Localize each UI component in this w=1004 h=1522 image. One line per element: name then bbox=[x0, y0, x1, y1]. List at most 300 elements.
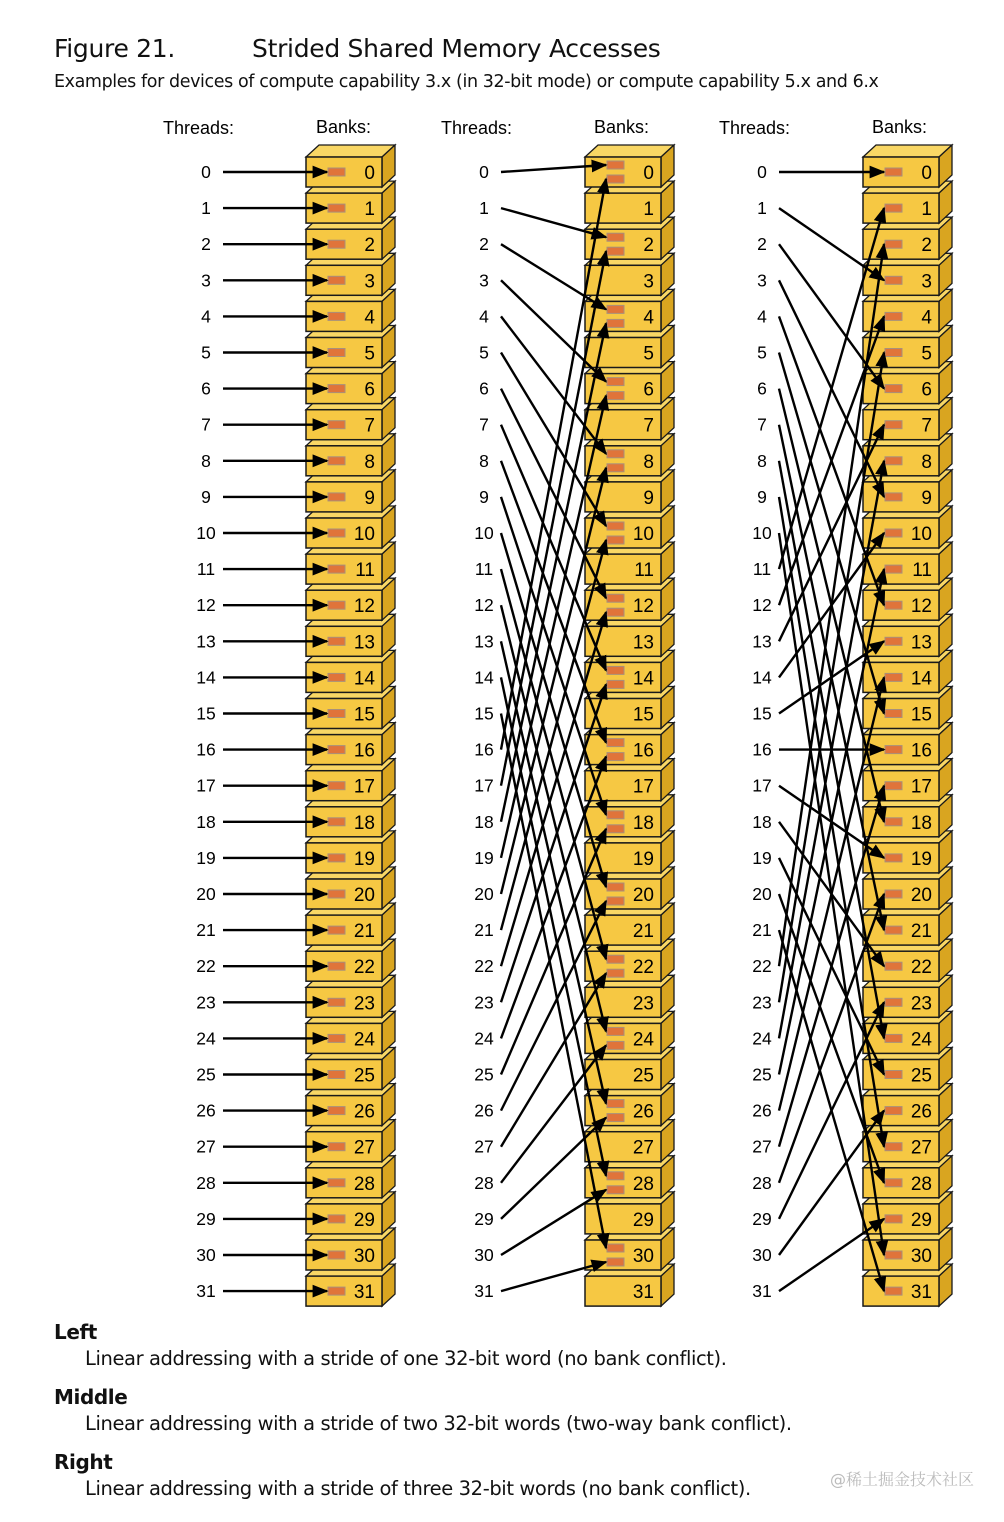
word-marker bbox=[885, 1071, 902, 1079]
bank-number: 18 bbox=[353, 812, 375, 834]
thread-number: 14 bbox=[474, 667, 494, 688]
bank-number: 0 bbox=[921, 163, 932, 184]
bank-number: 14 bbox=[353, 668, 375, 690]
thread-number: 10 bbox=[196, 523, 216, 543]
word-marker bbox=[328, 890, 345, 898]
word-marker bbox=[328, 1107, 345, 1115]
thread-number: 29 bbox=[752, 1208, 772, 1229]
bank-number: 31 bbox=[910, 1282, 932, 1304]
bank-number: 16 bbox=[353, 740, 375, 762]
figure-number: Figure 21. bbox=[54, 34, 176, 63]
word-marker bbox=[607, 1244, 624, 1252]
thread-number: 19 bbox=[196, 847, 216, 868]
word-marker bbox=[885, 1251, 902, 1259]
bank-number: 30 bbox=[910, 1246, 932, 1267]
bank-number: 8 bbox=[643, 451, 654, 473]
bank-number: 24 bbox=[632, 1029, 654, 1051]
thread-number: 2 bbox=[201, 234, 211, 255]
bank-number: 10 bbox=[632, 524, 654, 545]
watermark: @稀土掘金技术社区 bbox=[829, 1470, 974, 1489]
word-marker bbox=[607, 175, 624, 183]
word-marker bbox=[607, 825, 624, 833]
bank-number: 2 bbox=[921, 235, 932, 257]
bank-number: 22 bbox=[632, 957, 654, 979]
bank-number: 4 bbox=[643, 307, 654, 329]
legend-right bbox=[54, 1450, 751, 1500]
bank-number: 6 bbox=[921, 379, 932, 401]
word-marker bbox=[885, 240, 902, 248]
thread-number: 22 bbox=[474, 956, 494, 977]
bank-number: 13 bbox=[910, 632, 932, 654]
bank-number: 8 bbox=[364, 451, 375, 473]
bank-number: 7 bbox=[921, 415, 932, 437]
bank-number: 21 bbox=[353, 921, 375, 943]
word-marker bbox=[328, 673, 345, 681]
bank-number: 9 bbox=[364, 487, 375, 509]
thread-number: 30 bbox=[474, 1245, 494, 1265]
bank-number: 2 bbox=[364, 235, 375, 257]
bank-number: 8 bbox=[921, 451, 932, 473]
bank-number: 23 bbox=[353, 993, 375, 1015]
thread-number: 26 bbox=[196, 1100, 216, 1121]
thread-number: 15 bbox=[474, 703, 494, 724]
bank-number: 25 bbox=[353, 1065, 375, 1087]
word-marker bbox=[328, 349, 345, 357]
thread-number: 14 bbox=[752, 667, 772, 688]
word-marker bbox=[885, 673, 902, 681]
thread-number: 15 bbox=[752, 703, 772, 724]
bank-number: 3 bbox=[364, 271, 375, 293]
bank-number: 7 bbox=[364, 415, 375, 437]
thread-number: 4 bbox=[479, 306, 489, 327]
legend-description: Linear addressing with a stride of three 32-bit words (no bank conflict). bbox=[85, 1477, 751, 1500]
bank-number: 7 bbox=[643, 415, 654, 437]
bank-number: 25 bbox=[632, 1065, 654, 1087]
thread-number: 8 bbox=[201, 450, 211, 471]
word-marker bbox=[885, 854, 902, 862]
word-marker bbox=[885, 457, 902, 465]
bank-number: 21 bbox=[910, 921, 932, 943]
bank-number: 26 bbox=[910, 1101, 932, 1123]
bank-number: 26 bbox=[632, 1101, 654, 1123]
thread-number: 10 bbox=[474, 523, 494, 543]
panel-left bbox=[163, 117, 395, 1306]
word-marker bbox=[328, 637, 345, 645]
bank-number: 0 bbox=[364, 163, 375, 184]
word-marker bbox=[885, 493, 902, 501]
word-marker bbox=[328, 493, 345, 501]
bank-number: 5 bbox=[643, 343, 654, 365]
word-marker bbox=[607, 883, 624, 891]
word-marker bbox=[885, 746, 902, 754]
thread-number: 5 bbox=[757, 342, 767, 363]
bank-number: 13 bbox=[632, 632, 654, 654]
bank-number: 29 bbox=[632, 1209, 654, 1231]
thread-number: 12 bbox=[474, 595, 494, 616]
bank-number: 11 bbox=[634, 560, 654, 582]
word-marker bbox=[607, 247, 624, 255]
thread-number: 7 bbox=[757, 414, 767, 435]
thread-number: 25 bbox=[196, 1064, 216, 1085]
thread-number: 3 bbox=[479, 270, 489, 291]
word-marker bbox=[885, 1287, 902, 1295]
bank-number: 5 bbox=[921, 343, 932, 365]
bank-number: 4 bbox=[364, 307, 375, 329]
bank-stack bbox=[585, 145, 674, 1306]
word-marker bbox=[885, 998, 902, 1006]
bank-number: 28 bbox=[353, 1173, 375, 1195]
thread-number: 6 bbox=[479, 378, 489, 399]
word-marker bbox=[885, 1107, 902, 1115]
thread-number: 13 bbox=[752, 631, 772, 652]
panel-right bbox=[719, 117, 952, 1306]
thread-number: 9 bbox=[201, 486, 211, 507]
word-marker bbox=[328, 1251, 345, 1259]
word-marker bbox=[885, 782, 902, 790]
word-marker bbox=[328, 926, 345, 934]
thread-number: 11 bbox=[474, 559, 494, 580]
thread-number: 7 bbox=[479, 414, 489, 435]
thread-number: 5 bbox=[201, 342, 211, 363]
bank-number: 10 bbox=[910, 524, 932, 545]
thread-number: 18 bbox=[752, 811, 772, 832]
bank-number: 9 bbox=[921, 487, 932, 509]
word-marker bbox=[328, 854, 345, 862]
word-marker bbox=[328, 421, 345, 429]
word-marker bbox=[885, 637, 902, 645]
word-marker bbox=[607, 319, 624, 327]
thread-number: 11 bbox=[196, 559, 216, 580]
bank-number: 20 bbox=[910, 885, 932, 906]
legend-term: Middle bbox=[54, 1385, 128, 1409]
thread-number: 22 bbox=[196, 956, 216, 977]
bank-number: 28 bbox=[910, 1173, 932, 1195]
thread-number: 19 bbox=[752, 847, 772, 868]
thread-number: 3 bbox=[201, 270, 211, 291]
bank-number: 23 bbox=[632, 993, 654, 1015]
bank-number: 14 bbox=[632, 668, 654, 690]
word-marker bbox=[607, 666, 624, 674]
word-marker bbox=[328, 962, 345, 970]
thread-number: 1 bbox=[479, 198, 489, 219]
thread-number: 11 bbox=[752, 559, 772, 580]
word-marker bbox=[328, 385, 345, 393]
thread-number: 16 bbox=[196, 739, 216, 760]
word-marker bbox=[607, 680, 624, 688]
word-marker bbox=[885, 312, 902, 320]
bank-number: 21 bbox=[632, 921, 654, 943]
word-marker bbox=[328, 1179, 345, 1187]
thread-number: 23 bbox=[474, 992, 494, 1013]
thread-number: 31 bbox=[474, 1281, 494, 1302]
word-marker bbox=[328, 1287, 345, 1295]
thread-number: 9 bbox=[757, 486, 767, 507]
word-marker bbox=[607, 1027, 624, 1035]
word-marker bbox=[607, 594, 624, 602]
bank-number: 27 bbox=[353, 1137, 375, 1159]
bank-number: 29 bbox=[910, 1209, 932, 1231]
bank-number: 10 bbox=[353, 524, 375, 545]
bank-number: 6 bbox=[643, 379, 654, 401]
thread-number: 21 bbox=[752, 920, 772, 941]
thread-number: 0 bbox=[757, 162, 767, 182]
word-marker bbox=[607, 1172, 624, 1180]
bank-number: 22 bbox=[910, 957, 932, 979]
bank-number: 5 bbox=[364, 343, 375, 365]
bank-number: 3 bbox=[643, 271, 654, 293]
word-marker bbox=[885, 962, 902, 970]
thread-number: 13 bbox=[474, 631, 494, 652]
bank-number: 30 bbox=[632, 1246, 654, 1267]
bank-number: 27 bbox=[632, 1137, 654, 1159]
word-marker bbox=[885, 349, 902, 357]
word-marker bbox=[607, 536, 624, 544]
legend-term: Right bbox=[54, 1450, 113, 1474]
thread-number: 4 bbox=[201, 306, 211, 327]
thread-number: 4 bbox=[757, 306, 767, 327]
word-marker bbox=[328, 168, 345, 176]
thread-number: 9 bbox=[479, 486, 489, 507]
thread-number: 6 bbox=[757, 378, 767, 399]
bank-number: 11 bbox=[355, 560, 375, 582]
thread-number: 30 bbox=[196, 1245, 216, 1265]
word-marker bbox=[328, 1215, 345, 1223]
word-marker bbox=[885, 1143, 902, 1151]
word-marker bbox=[328, 276, 345, 284]
word-marker bbox=[328, 204, 345, 212]
thread-number: 20 bbox=[752, 884, 772, 904]
bank-number: 30 bbox=[353, 1246, 375, 1267]
bank-number: 15 bbox=[353, 704, 375, 726]
bank-number: 16 bbox=[910, 740, 932, 762]
thread-number: 15 bbox=[196, 703, 216, 724]
bank-number: 16 bbox=[632, 740, 654, 762]
word-marker bbox=[328, 1143, 345, 1151]
thread-number: 1 bbox=[757, 198, 767, 219]
thread-number: 13 bbox=[196, 631, 216, 652]
figure-subtitle: Examples for devices of compute capability 3.x (in 32-bit mode) or compute capability 5.x and 6.x bbox=[54, 72, 879, 92]
bank-number: 15 bbox=[910, 704, 932, 726]
bank-number: 11 bbox=[912, 560, 932, 582]
word-marker bbox=[607, 522, 624, 530]
word-marker bbox=[328, 529, 345, 537]
banks-header: Banks: bbox=[594, 117, 650, 137]
bank-number: 29 bbox=[353, 1209, 375, 1231]
bank-number: 19 bbox=[353, 848, 375, 870]
word-marker bbox=[328, 710, 345, 718]
word-marker bbox=[607, 161, 624, 169]
legend-middle bbox=[54, 1385, 792, 1435]
thread-number: 23 bbox=[752, 992, 772, 1013]
word-marker bbox=[607, 1114, 624, 1122]
bank-number: 4 bbox=[921, 307, 932, 329]
legend-description: Linear addressing with a stride of one 32-bit word (no bank conflict). bbox=[85, 1347, 727, 1370]
thread-number: 2 bbox=[757, 234, 767, 255]
thread-number: 24 bbox=[196, 1028, 216, 1049]
word-marker bbox=[607, 305, 624, 313]
bank-number: 31 bbox=[632, 1282, 654, 1304]
bank-number: 20 bbox=[353, 885, 375, 906]
word-marker bbox=[607, 450, 624, 458]
thread-number: 12 bbox=[752, 595, 772, 616]
bank-number: 23 bbox=[910, 993, 932, 1015]
word-marker bbox=[607, 753, 624, 761]
bank-number: 18 bbox=[632, 812, 654, 834]
thread-number: 28 bbox=[196, 1172, 216, 1193]
word-marker bbox=[885, 710, 902, 718]
thread-number: 30 bbox=[752, 1245, 772, 1265]
word-marker bbox=[607, 1041, 624, 1049]
thread-number: 31 bbox=[196, 1281, 216, 1302]
bank-number: 1 bbox=[643, 199, 654, 221]
word-marker bbox=[328, 601, 345, 609]
figure-heading: Strided Shared Memory Accesses bbox=[252, 34, 661, 63]
word-marker bbox=[607, 897, 624, 905]
thread-number: 0 bbox=[201, 162, 211, 182]
thread-number: 20 bbox=[474, 884, 494, 904]
thread-number: 21 bbox=[196, 920, 216, 941]
bank-number: 2 bbox=[643, 235, 654, 257]
thread-number: 26 bbox=[474, 1100, 494, 1121]
thread-number: 6 bbox=[201, 378, 211, 399]
word-marker bbox=[885, 818, 902, 826]
banks-header: Banks: bbox=[872, 117, 928, 137]
bank-0 bbox=[306, 145, 395, 187]
thread-number: 23 bbox=[196, 992, 216, 1013]
thread-number: 27 bbox=[196, 1136, 216, 1157]
word-marker bbox=[607, 233, 624, 241]
thread-number: 29 bbox=[474, 1208, 494, 1229]
word-marker bbox=[607, 811, 624, 819]
word-marker bbox=[885, 276, 902, 284]
thread-number: 28 bbox=[474, 1172, 494, 1193]
word-marker bbox=[328, 998, 345, 1006]
thread-number: 2 bbox=[479, 234, 489, 255]
thread-number: 12 bbox=[196, 595, 216, 616]
word-marker bbox=[885, 385, 902, 393]
bank-number: 1 bbox=[364, 199, 375, 221]
bank-number: 14 bbox=[910, 668, 932, 690]
thread-number: 27 bbox=[752, 1136, 772, 1157]
bank-number: 3 bbox=[921, 271, 932, 293]
bank-number: 12 bbox=[910, 596, 932, 618]
bank-number: 6 bbox=[364, 379, 375, 401]
threads-header: Threads: bbox=[441, 118, 513, 138]
word-marker bbox=[328, 782, 345, 790]
threads-header: Threads: bbox=[163, 118, 235, 138]
thread-number: 27 bbox=[474, 1136, 494, 1157]
word-marker bbox=[328, 565, 345, 573]
banks-header: Banks: bbox=[316, 117, 372, 137]
word-marker bbox=[607, 378, 624, 386]
thread-number: 18 bbox=[196, 811, 216, 832]
bank-number: 24 bbox=[353, 1029, 375, 1051]
bank-number: 22 bbox=[353, 957, 375, 979]
word-marker bbox=[607, 392, 624, 400]
word-marker bbox=[607, 969, 624, 977]
bank-number: 17 bbox=[910, 776, 932, 798]
thread-number: 25 bbox=[752, 1064, 772, 1085]
word-marker bbox=[607, 955, 624, 963]
bank-number: 25 bbox=[910, 1065, 932, 1087]
bank-number: 26 bbox=[353, 1101, 375, 1123]
bank-0 bbox=[863, 145, 952, 187]
word-marker bbox=[885, 529, 902, 537]
word-marker bbox=[885, 1215, 902, 1223]
bank-number: 1 bbox=[921, 199, 932, 221]
thread-number: 14 bbox=[196, 667, 216, 688]
thread-number: 22 bbox=[752, 956, 772, 977]
bank-number: 17 bbox=[353, 776, 375, 798]
word-marker bbox=[885, 926, 902, 934]
thread-number: 7 bbox=[201, 414, 211, 435]
thread-number: 18 bbox=[474, 811, 494, 832]
word-marker bbox=[607, 608, 624, 616]
word-marker bbox=[885, 565, 902, 573]
legend-left bbox=[54, 1320, 727, 1370]
thread-number: 21 bbox=[474, 920, 494, 941]
word-marker bbox=[328, 746, 345, 754]
thread-number: 19 bbox=[474, 847, 494, 868]
bank-number: 19 bbox=[910, 848, 932, 870]
bank-number: 15 bbox=[632, 704, 654, 726]
thread-number: 5 bbox=[479, 342, 489, 363]
thread-number: 8 bbox=[479, 450, 489, 471]
bank-number: 31 bbox=[353, 1282, 375, 1304]
word-marker bbox=[607, 739, 624, 747]
word-marker bbox=[607, 1186, 624, 1194]
word-marker bbox=[607, 464, 624, 472]
thread-number: 24 bbox=[474, 1028, 494, 1049]
bank-number: 12 bbox=[632, 596, 654, 618]
word-marker bbox=[328, 1034, 345, 1042]
bank-number: 28 bbox=[632, 1173, 654, 1195]
word-marker bbox=[885, 1034, 902, 1042]
thread-number: 8 bbox=[757, 450, 767, 471]
bank-number: 17 bbox=[632, 776, 654, 798]
thread-number: 17 bbox=[474, 775, 494, 796]
legend-term: Left bbox=[54, 1320, 97, 1344]
bank-number: 9 bbox=[643, 487, 654, 509]
thread-number: 10 bbox=[752, 523, 772, 543]
word-marker bbox=[885, 1179, 902, 1187]
word-marker bbox=[885, 601, 902, 609]
bank-number: 24 bbox=[910, 1029, 932, 1051]
word-marker bbox=[328, 240, 345, 248]
word-marker bbox=[885, 421, 902, 429]
legend-description: Linear addressing with a stride of two 32-bit words (two-way bank conflict). bbox=[85, 1412, 792, 1435]
panel-middle bbox=[441, 117, 674, 1306]
thread-number: 28 bbox=[752, 1172, 772, 1193]
thread-number: 20 bbox=[196, 884, 216, 904]
bank-number: 18 bbox=[910, 812, 932, 834]
threads-header: Threads: bbox=[719, 118, 791, 138]
bank-number: 19 bbox=[632, 848, 654, 870]
thread-number: 31 bbox=[752, 1281, 772, 1302]
word-marker bbox=[885, 204, 902, 212]
thread-number: 26 bbox=[752, 1100, 772, 1121]
thread-number: 24 bbox=[752, 1028, 772, 1049]
thread-number: 1 bbox=[201, 198, 211, 219]
word-marker bbox=[885, 890, 902, 898]
thread-number: 0 bbox=[479, 162, 489, 182]
bank-stack bbox=[306, 145, 395, 1306]
bank-number: 0 bbox=[643, 163, 654, 184]
bank-number: 12 bbox=[353, 596, 375, 618]
thread-number: 17 bbox=[752, 775, 772, 796]
word-marker bbox=[607, 1100, 624, 1108]
bank-stack bbox=[863, 145, 952, 1306]
